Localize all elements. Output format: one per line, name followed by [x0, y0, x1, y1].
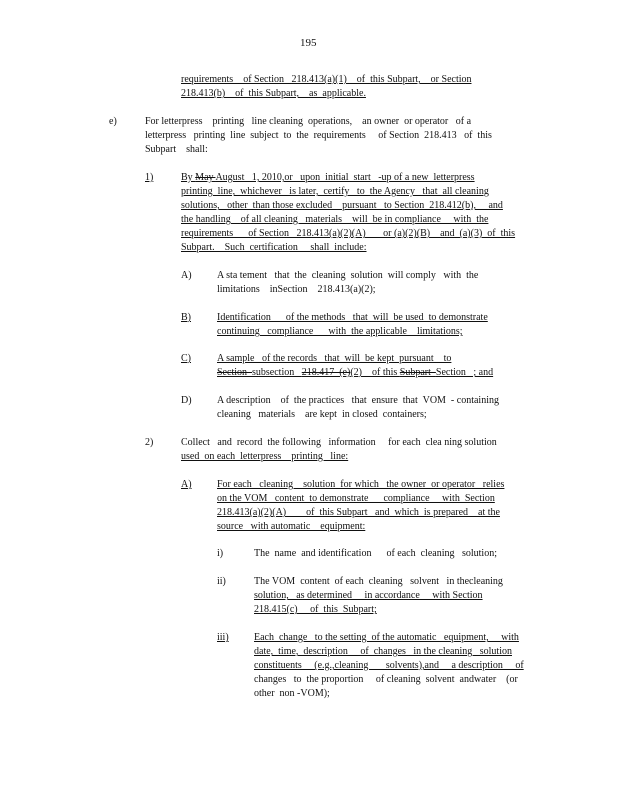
item-label: D) [181, 395, 192, 406]
struck-text: Subpart [399, 367, 436, 378]
text-line: requirements of Section 218.413(a)(1) of this Subpart, or Section [181, 74, 472, 85]
text-line: constituents (e.g.,cleaning solvents),and a description of [254, 660, 524, 671]
text-line: solutions, other than those excluded pursuant to Section 218.412(b), and [181, 200, 503, 211]
text-line: Subpart. Such certification shall include: [181, 242, 367, 253]
struck-text: 218.417 (e) [301, 367, 351, 378]
text-line: For letterpress printing line cleaning operations, an owner or operator of a [145, 116, 472, 127]
item-label: 1) [145, 172, 154, 183]
struck-text: Section [217, 367, 252, 378]
text-line: Subpart shall: [145, 144, 208, 155]
text-line: Collect and record the following information for each clea ning solution [181, 437, 497, 448]
text-line: letterpress printing line subject to the requirements of Section 218.413 of this [145, 130, 492, 141]
text-line: For each cleaning solution for which the owner or operator relies [217, 479, 505, 490]
text-line: cleaning materials are kept in closed containers; [217, 409, 427, 420]
text-line: other non -VOM); [254, 688, 330, 699]
text-line: By May August 1, 2010,or upon initial start -up of a new letterpress [181, 172, 475, 183]
text-line: continuing compliance with the applicable limitations; [217, 326, 463, 337]
text-line: 218.413(a)(2)(A) of this Subpart and which is prepared at the [217, 507, 500, 518]
text-line: requirements of Section 218.413(a)(2)(A) or (a)(2)(B) and (a)(3) of this [181, 228, 516, 239]
text-line: the handling of all cleaning materials will be in compliance with the [181, 214, 489, 225]
text-line: date, time, description of changes in the cleaning solution [254, 646, 512, 657]
text-line: source with automatic equipment: [217, 521, 366, 532]
item-label: ii) [217, 576, 226, 587]
text-line: solution, as determined in accordance with Section [254, 590, 483, 601]
text-line: Section subsection 218.417 (e)(2) of this Subpart Section ; and [217, 367, 494, 378]
text-line: 218.415(c) of this Subpart; [254, 604, 377, 615]
item-label: A) [181, 270, 192, 281]
text-line: Identification of the methods that will be used to demonstrate [217, 312, 488, 323]
item-label: A) [181, 479, 192, 490]
item-label: C) [181, 353, 191, 364]
text-line: A sample of the records that will be kept pursuant to [217, 353, 452, 364]
item-label: iii) [217, 632, 229, 643]
item-label: e) [109, 116, 117, 127]
item-label: i) [217, 548, 224, 559]
text-line: used on each letterpress printing line: [181, 451, 349, 462]
text-line: printing line, whichever is later, certify to the Agency that all cleaning [181, 186, 489, 197]
struck-text: May [195, 172, 216, 183]
text-line: A description of the practices that ensure that VOM - containing [217, 395, 499, 406]
text-line: The name and identification of each cleaning solution; [254, 548, 497, 559]
text-line: Each change to the setting of the automatic equipment, with [254, 632, 519, 643]
item-label: B) [181, 312, 191, 323]
text-line: A sta tement that the cleaning solution will comply with the [217, 270, 479, 281]
text-line: 218.413(b) of this Subpart, as applicable. [181, 88, 366, 99]
text-line: The VOM content of each cleaning solvent in thecleaning [254, 576, 503, 587]
text-line: limitations inSection 218.413(a)(2); [217, 284, 376, 295]
text-line: on the VOM content to demonstrate compliance with Section [217, 493, 495, 504]
page-number: 195 [300, 37, 317, 49]
text-line: changes to the proportion of cleaning solvent andwater (or [254, 674, 518, 685]
item-label: 2) [145, 437, 154, 448]
